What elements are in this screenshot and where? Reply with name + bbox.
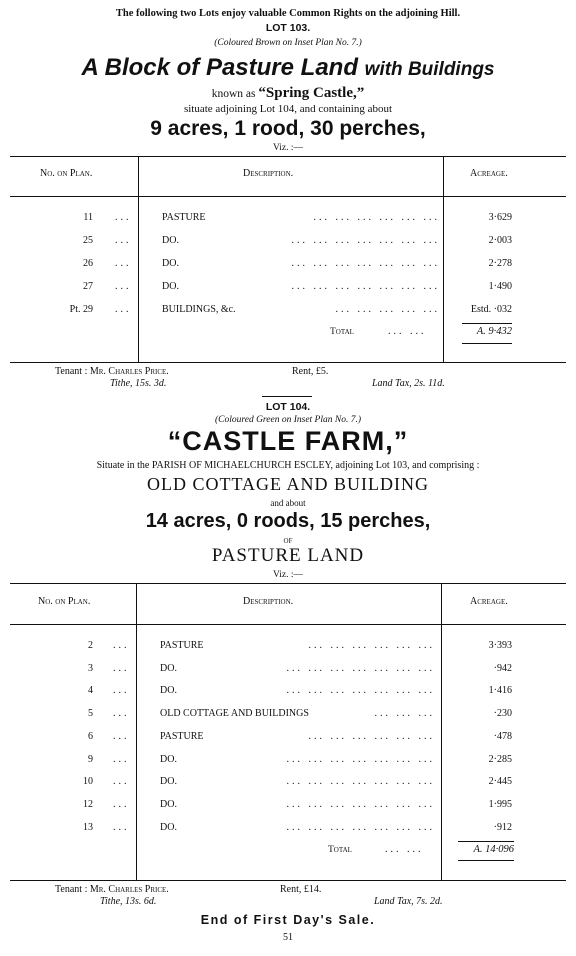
acreage-value: ·230: [493, 708, 512, 720]
table-row: [0, 663, 576, 683]
description: DO.: [160, 753, 177, 765]
acreage-value: 1·490: [488, 281, 512, 292]
lot-103-situate: situate adjoining Lot 104, and containing about: [183, 103, 393, 115]
table-103-header-rule: [10, 196, 566, 197]
description: PASTURE: [160, 730, 204, 742]
plan-number: 27: [83, 281, 93, 292]
headline-tail: with Buildings: [364, 59, 495, 80]
leader-dots: ...: [115, 212, 132, 223]
lot-103-headline: [0, 54, 576, 82]
lot-104-tithe: Tithe, 13s. 6d.: [100, 896, 157, 907]
table-row: [0, 258, 576, 278]
table-103-total-dots: ... ...: [388, 326, 427, 337]
plan-number: 26: [83, 258, 93, 269]
leader-dots: ... ... ... ... ... ... ...: [286, 776, 435, 788]
table-103-header-desc: Description.: [243, 168, 294, 179]
acreage-value: 1·995: [488, 798, 512, 810]
lot-104-rent: Rent, £14.: [280, 884, 322, 895]
lot-103-tenant: [55, 366, 169, 377]
plan-number: 2: [88, 640, 93, 651]
description: DO.: [160, 821, 177, 833]
table-103-sum-rule: [462, 323, 512, 324]
table-103-total-label: Total: [330, 327, 354, 337]
table-104-bottom-rule: [10, 880, 566, 881]
lot-104-viz: Viz. :—: [272, 570, 304, 580]
table-104-header-no: No. on Plan.: [38, 596, 91, 607]
leader-dots: ... ... ... ... ... ... ...: [291, 235, 440, 246]
description: DO.: [162, 235, 179, 246]
table-104-total-label: Total: [328, 845, 352, 855]
description: DO.: [160, 685, 177, 697]
plan-number: 10: [83, 776, 93, 788]
leader-dots: ... ... ... ... ...: [335, 304, 440, 315]
acreage-value: 3·629: [488, 212, 512, 223]
table-row: [0, 708, 576, 728]
leader-dots: ...: [115, 304, 132, 315]
leader-dots: ... ... ... ... ... ...: [308, 640, 435, 651]
leader-dots: ... ... ... ... ... ... ...: [291, 281, 440, 292]
lot-104-colour-note: (Coloured Green on Inset Plan No. 7.): [215, 415, 361, 425]
plan-number: Pt. 29: [69, 304, 93, 315]
end-of-sale-note: End of First Day's Sale.: [200, 913, 376, 927]
table-row: [0, 685, 576, 705]
plan-number: 11: [83, 212, 93, 223]
table-row: [0, 304, 576, 324]
lot-103-known-as: [0, 85, 576, 102]
lot-104-area: 14 acres, 0 roods, 15 perches,: [145, 510, 431, 532]
lot-103-rent: Rent, £5.: [292, 366, 329, 377]
leader-dots: ...: [115, 281, 132, 292]
table-103-bottom-rule: [10, 362, 566, 363]
leader-dots: ...: [113, 662, 130, 674]
lot-104-label: LOT 104.: [265, 401, 311, 413]
lot-103-land-tax: Land Tax, 2s. 11d.: [372, 378, 445, 389]
leader-dots: ...: [113, 821, 130, 833]
table-104-top-rule: [10, 583, 566, 584]
lot-104-land-tax: Land Tax, 7s. 2d.: [374, 896, 443, 907]
table-row: [0, 212, 576, 232]
description: BUILDINGS, &c.: [162, 304, 236, 315]
acreage-value: ·478: [493, 730, 512, 742]
leader-dots: ...: [113, 640, 130, 651]
table-104-header-desc: Description.: [243, 596, 294, 607]
leader-dots: ... ... ... ... ... ... ...: [286, 821, 435, 833]
table-row: [0, 235, 576, 255]
table-104-header-rule: [10, 624, 566, 625]
table-row: [0, 799, 576, 819]
table-103-top-rule: [10, 156, 566, 157]
description: DO.: [160, 662, 177, 674]
plan-number: 13: [83, 821, 93, 833]
acreage-value: ·912: [493, 821, 512, 833]
leader-dots: ...: [113, 708, 130, 720]
plan-number: 9: [88, 753, 93, 765]
lot-103-viz: Viz. :—: [272, 143, 304, 153]
description: DO.: [162, 281, 179, 292]
table-row: [0, 822, 576, 842]
lot-103-name: “Spring Castle,”: [258, 85, 365, 101]
table-103-total-rule: [462, 343, 512, 344]
plan-number: 5: [88, 708, 93, 720]
leader-dots: ... ... ... ... ... ... ...: [286, 685, 435, 697]
table-103-header-no: No. on Plan.: [40, 168, 93, 179]
leader-dots: ... ... ... ... ... ...: [308, 730, 435, 742]
leader-dots: ... ... ... ... ... ...: [313, 212, 440, 223]
description: DO.: [162, 258, 179, 269]
acreage-value: ·942: [493, 662, 512, 674]
table-row: [0, 776, 576, 796]
lot-104-situate: Situate in the PARISH OF MICHAELCHURCH ESCLEY, adjoining Lot 103, and comprising :: [96, 460, 480, 471]
tenant-name: Mr. Charles Price.: [89, 884, 169, 895]
acreage-value: 2·278: [488, 258, 512, 269]
table-104-sum-rule: [458, 841, 514, 842]
table-104-total-rule: [458, 860, 514, 861]
leader-dots: ...: [113, 776, 130, 788]
leader-dots: ...: [115, 258, 132, 269]
description: DO.: [160, 776, 177, 788]
table-104-total-value: A. 14·096: [473, 844, 514, 855]
leader-dots: ...: [115, 235, 132, 246]
lot-104-line-2: PASTURE LAND: [211, 545, 365, 566]
lot-104-and-about: and about: [270, 498, 306, 508]
lot-103-label: LOT 103.: [265, 22, 311, 34]
description: PASTURE: [160, 640, 204, 651]
lot-104-line-1: OLD COTTAGE AND BUILDING: [146, 474, 430, 494]
intro-line: The following two Lots enjoy valuable Common Rights on the adjoining Hill.: [115, 8, 461, 19]
lot-103-tithe: Tithe, 15s. 3d.: [110, 378, 167, 389]
lot-separator: [262, 396, 312, 397]
lot-104-name: “CASTLE FARM,”: [167, 426, 409, 456]
lot-104-tenant: [55, 884, 169, 895]
acreage-value: 2·445: [488, 776, 512, 788]
leader-dots: ... ... ... ... ... ... ...: [291, 258, 440, 269]
tenant-label: Tenant :: [55, 366, 88, 377]
leader-dots: ...: [113, 730, 130, 742]
page-number: 51: [283, 932, 293, 943]
leader-dots: ... ... ... ... ... ... ...: [286, 662, 435, 674]
plan-number: 25: [83, 235, 93, 246]
leader-dots: ... ... ... ... ... ... ...: [286, 753, 435, 765]
acreage-value: Estd. ·032: [470, 304, 512, 315]
acreage-value: 3·393: [488, 640, 512, 651]
leader-dots: ...: [113, 753, 130, 765]
headline-main: A Block of Pasture Land: [81, 54, 358, 81]
table-row: [0, 731, 576, 751]
description: DO.: [160, 798, 177, 810]
table-103-header-acreage: Acreage.: [470, 168, 508, 179]
leader-dots: ... ... ... ... ... ... ...: [286, 798, 435, 810]
plan-number: 12: [83, 798, 93, 810]
known-as-prefix: known as: [211, 88, 256, 100]
lot-103-colour-note: (Coloured Brown on Inset Plan No. 7.): [214, 38, 362, 48]
plan-number: 6: [88, 730, 93, 742]
table-row: [0, 281, 576, 301]
lot-104-of: OF: [283, 537, 293, 545]
table-103-total-value: A. 9·432: [476, 326, 512, 337]
description: PASTURE: [162, 212, 206, 223]
table-104-total-dots: ... ...: [385, 844, 424, 855]
table-row: [0, 640, 576, 660]
plan-number: 3: [88, 662, 93, 674]
table-row: [0, 754, 576, 774]
table-104-header-acreage: Acreage.: [470, 596, 508, 607]
leader-dots: ... ... ...: [374, 708, 435, 720]
lot-103-area: 9 acres, 1 rood, 30 perches,: [150, 117, 426, 140]
leader-dots: ...: [113, 685, 130, 697]
tenant-label: Tenant :: [55, 884, 88, 895]
acreage-value: 2·285: [488, 753, 512, 765]
acreage-value: 2·003: [488, 235, 512, 246]
acreage-value: 1·416: [488, 685, 512, 697]
tenant-name: Mr. Charles Price.: [89, 366, 169, 377]
leader-dots: ...: [113, 798, 130, 810]
plan-number: 4: [88, 685, 93, 697]
description: OLD COTTAGE AND BUILDINGS: [160, 708, 309, 720]
